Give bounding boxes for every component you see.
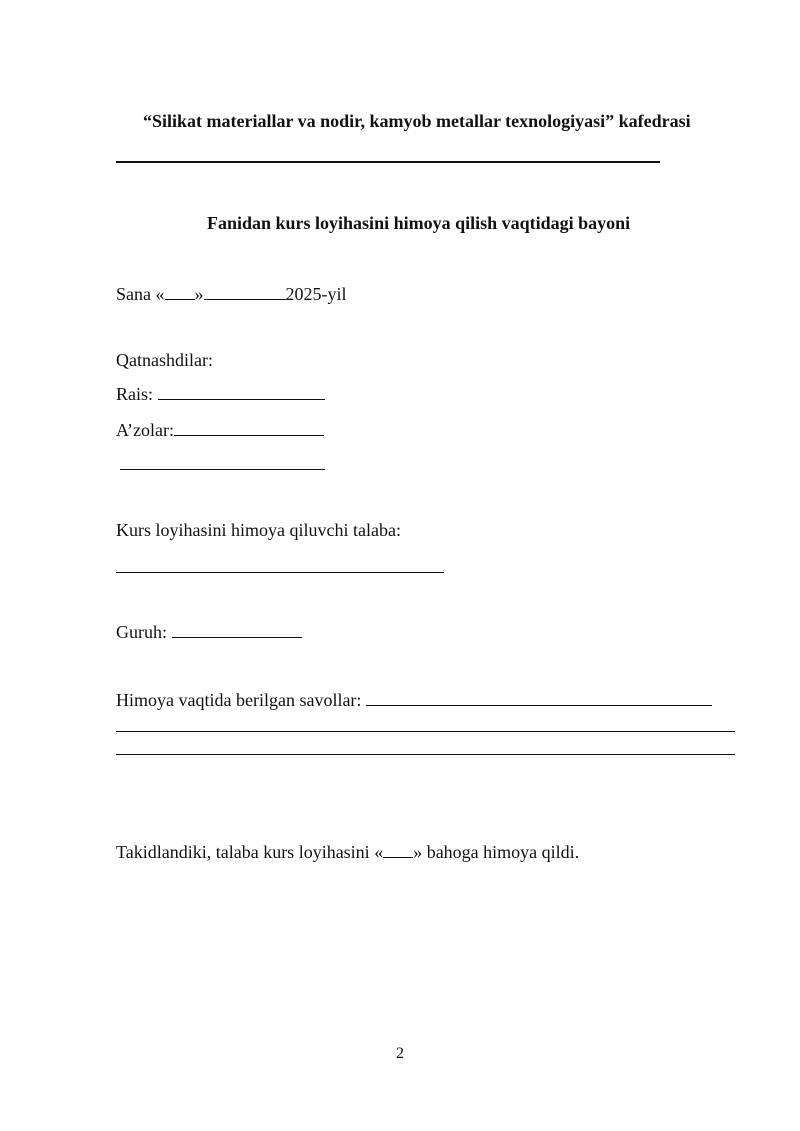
month-blank[interactable] [204, 283, 286, 300]
participants-heading: Qatnashdilar: [116, 350, 213, 370]
date-line [116, 283, 347, 305]
conclusion-after: » bahoga himoya qildi. [413, 842, 580, 862]
members-line [116, 419, 324, 441]
chair-label: Rais: [116, 384, 154, 404]
questions-label: Himoya vaqtida berilgan savollar: [116, 690, 362, 710]
questions-blank-1[interactable] [366, 689, 712, 706]
conclusion-line [116, 841, 579, 863]
grade-blank[interactable] [383, 841, 413, 858]
members-blank-1[interactable] [174, 419, 324, 436]
page-number: 2 [396, 1045, 404, 1062]
questions-blank-2[interactable] [116, 731, 735, 732]
group-line [116, 621, 302, 643]
chair-blank[interactable] [158, 383, 325, 400]
members-label: A’zolar: [116, 420, 174, 440]
group-blank[interactable] [172, 621, 302, 638]
date-close-quote: » [194, 284, 204, 304]
date-label: Sana « [116, 284, 165, 304]
questions-line [116, 689, 712, 711]
department-underline [116, 161, 660, 163]
chair-line [116, 383, 325, 405]
group-label: Guruh: [116, 622, 167, 642]
document-title: Fanidan kurs loyihasini himoya qilish vaqtidagi bayoni [207, 213, 631, 233]
members-blank-2[interactable] [120, 469, 325, 470]
date-year: 2025-yil [285, 284, 347, 304]
student-label: Kurs loyihasini himoya qiluvchi talaba: [116, 520, 401, 540]
day-blank[interactable] [165, 283, 195, 300]
department-title: “Silikat materiallar va nodir, kamyob metallar texnologiyasi” kafedrasi [143, 111, 691, 131]
questions-blank-3[interactable] [116, 754, 735, 755]
student-blank[interactable] [116, 572, 444, 573]
conclusion-before: Takidlandiki, talaba kurs loyihasini « [116, 842, 384, 862]
